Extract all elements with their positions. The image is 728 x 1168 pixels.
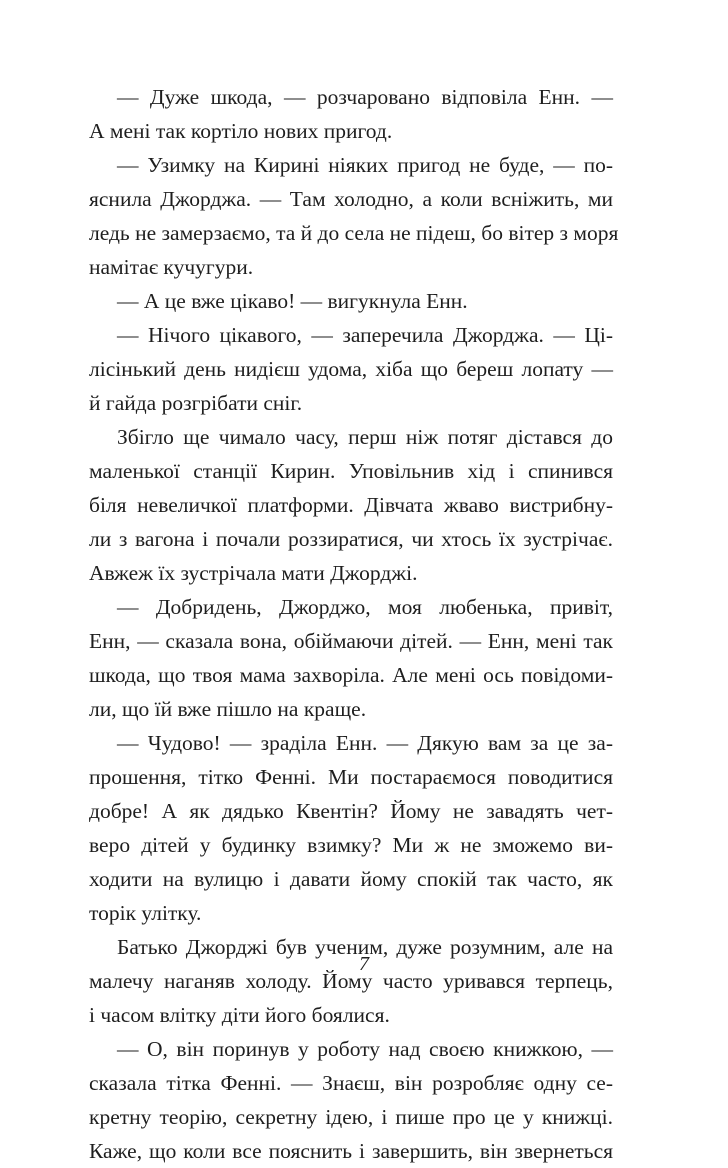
text-line: торік улітку. bbox=[89, 901, 202, 925]
text-line: намітає кучугури. bbox=[89, 255, 254, 279]
text-line: біля невеличкої платформи. Дівчата жваво вистрибну- bbox=[89, 493, 613, 517]
text-line: Батько Джорджі був ученим, дуже розумним, але на bbox=[117, 935, 613, 959]
text-line: Каже, що коли все пояснить і завершить, він звернеться bbox=[89, 1139, 613, 1163]
text-line: шкода, що твоя мама захворіла. Але мені ось повідоми- bbox=[89, 663, 613, 687]
text-line: й гайда розгрібати сніг. bbox=[89, 391, 303, 415]
text-line: Енн, — сказала вона, обіймаючи дітей. — Енн, мені так bbox=[89, 629, 613, 653]
text-line: добре! А як дядько Квентін? Йому не завадять чет- bbox=[89, 799, 613, 823]
text-line: — О, він поринув у роботу над своєю книжкою, — bbox=[117, 1037, 613, 1061]
text-line: Авжеж їх зустрічала мати Джорджі. bbox=[89, 561, 418, 585]
text-line: і часом влітку діти його боялися. bbox=[89, 1003, 390, 1027]
page-number: 7 bbox=[359, 953, 369, 975]
text-line: ли з вагона і почали роззиратися, чи хтось їх зустрічає. bbox=[89, 527, 613, 551]
text-line: — А це вже цікаво! — вигукнула Енн. bbox=[117, 289, 468, 313]
text-line: — Узимку на Кирині ніяких пригод не буде, — по- bbox=[117, 153, 613, 177]
text-line: прошення, тітко Фенні. Ми постараємося поводитися bbox=[89, 765, 613, 789]
text-line: сказала тітка Фенні. — Знаєш, він розробляє одну се- bbox=[89, 1071, 613, 1095]
text-line: — Нічого цікавого, — заперечила Джорджа. — Ці- bbox=[117, 323, 613, 347]
text-line: Збігло ще чимало часу, перш ніж потяг дістався до bbox=[117, 425, 613, 449]
text-line: А мені так кортіло нових пригод. bbox=[89, 119, 393, 143]
text-line: лісінький день нидієш удома, хіба що береш лопату — bbox=[89, 357, 613, 381]
text-line: ходити на вулицю і давати йому спокій так часто, як bbox=[89, 867, 613, 891]
text-line: веро дітей у будинку взимку? Ми ж не зможемо ви- bbox=[89, 833, 613, 857]
text-line: ледь не замерзаємо, та й до села не підеш, бо вітер з моря bbox=[89, 221, 619, 245]
text-line: — Чудово! — зраділа Енн. — Дякую вам за це за- bbox=[117, 731, 613, 755]
text-line: малечу наганяв холоду. Йому часто уривався терпець, bbox=[89, 969, 613, 993]
text-line: — Добридень, Джорджо, моя любенька, привіт, bbox=[117, 595, 613, 619]
text-line: яснила Джорджа. — Там холодно, а коли вcніжить, ми bbox=[89, 187, 613, 211]
text-line: ли, що їй вже пішло на краще. bbox=[89, 697, 367, 721]
text-line: кретну теорію, секретну ідею, і пише про це у книжці. bbox=[89, 1105, 613, 1129]
text-line: маленької станції Кирин. Уповільнив хід і спинився bbox=[89, 459, 613, 483]
text-line: — Дуже шкода, — розчаровано відповіла Енн. — bbox=[117, 85, 613, 109]
